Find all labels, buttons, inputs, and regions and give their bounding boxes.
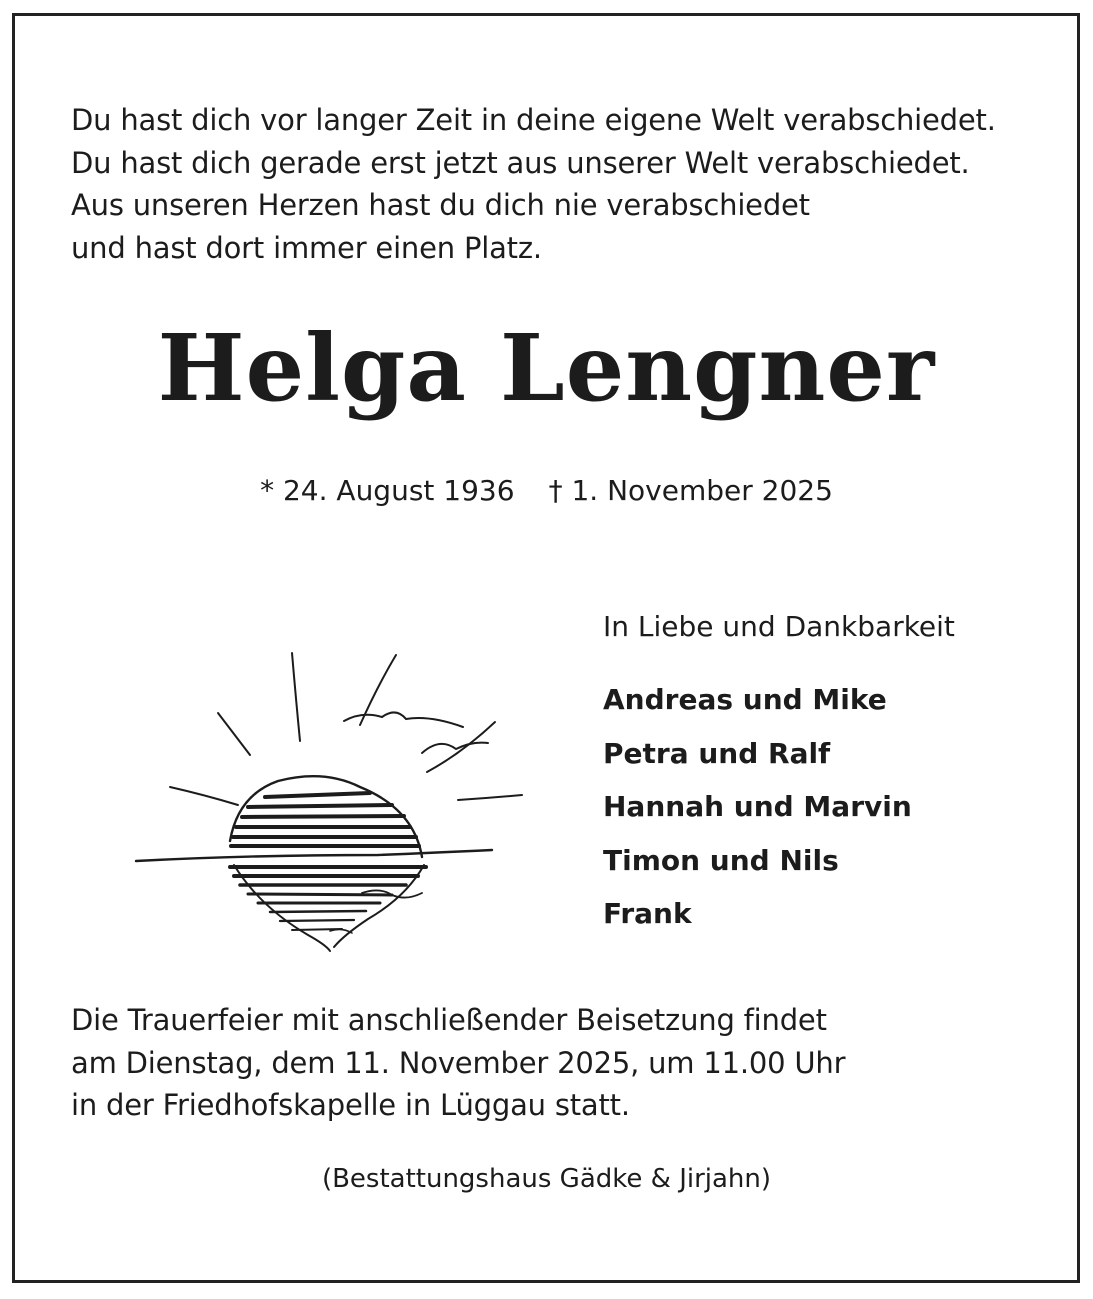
verse-line: Aus unseren Herzen hast du dich nie verabschiedet xyxy=(71,188,810,222)
birth-date: * 24. August 1936 xyxy=(260,474,515,507)
death-date: † 1. November 2025 xyxy=(548,474,833,507)
ceremony-line: am Dienstag, dem 11. November 2025, um 11.00 Uhr xyxy=(71,1045,846,1080)
mourner-name: Timon und Nils xyxy=(603,843,839,877)
mourner-list xyxy=(603,673,912,941)
memorial-verse xyxy=(71,99,996,269)
sunset-over-water-icon xyxy=(130,645,530,955)
verse-line: und hast dort immer einen Platz. xyxy=(71,230,542,265)
mourner-name: Frank xyxy=(603,897,692,930)
mourner-name: Andreas und Mike xyxy=(603,683,887,716)
verse-line: Du hast dich gerade erst jetzt aus unserer Welt verabschiedet. xyxy=(71,145,970,180)
mourner-name: Hannah und Marvin xyxy=(603,790,912,823)
mourner-name: Petra und Ralf xyxy=(603,736,831,770)
undertaker-credit: (Bestattungshaus Gädke & Jirjahn) xyxy=(321,1164,772,1194)
deceased-name: Helga Lengner xyxy=(157,314,936,422)
dedication-text: In Liebe und Dankbarkeit xyxy=(603,610,955,643)
ceremony-details xyxy=(71,999,845,1127)
verse-line: Du hast dich vor langer Zeit in deine eigene Welt verabschiedet. xyxy=(71,103,996,137)
ceremony-line: Die Trauerfeier mit anschließender Beisetzung findet xyxy=(71,1003,827,1037)
ceremony-line: in der Friedhofskapelle in Lüggau statt. xyxy=(71,1088,630,1122)
life-dates xyxy=(0,474,1093,507)
